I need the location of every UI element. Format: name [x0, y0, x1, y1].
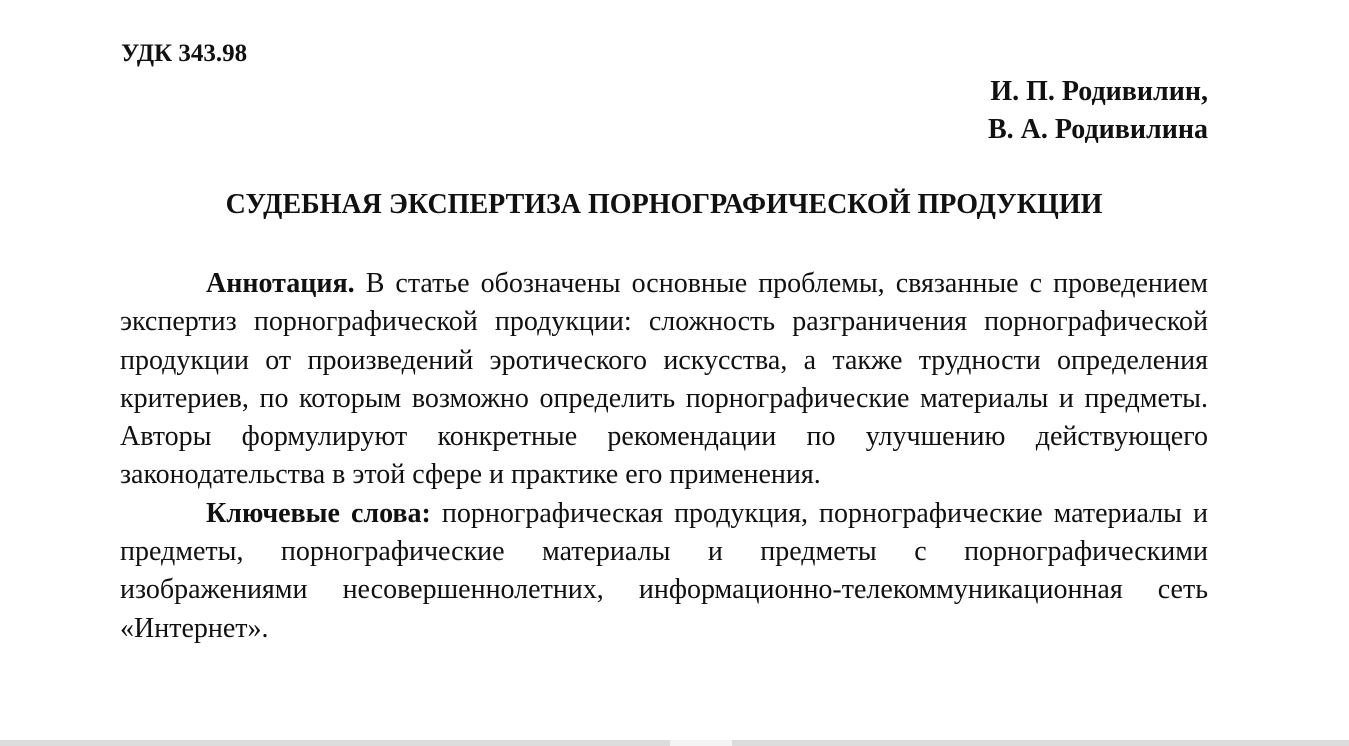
udk-code: УДК 343.98	[121, 40, 248, 67]
keywords-text: порнографическая продукция, порнографические материалы и предметы, порнографические материалы и предметы с порнографическими изображениями несовершеннолетних, информационно-телекоммуникационная сеть «Интернет».	[120, 497, 1209, 644]
article-title: СУДЕБНАЯ ЭКСПЕРТИЗА ПОРНОГРАФИЧЕСКОЙ ПРОДУКЦИИ	[225, 189, 1103, 220]
authors-block	[988, 73, 1208, 149]
abstract-paragraph	[120, 265, 1208, 495]
keywords-label: Ключевые слова:	[206, 497, 431, 529]
abstract-label: Аннотация.	[206, 268, 355, 299]
article-body	[120, 265, 1208, 648]
keywords-paragraph	[120, 495, 1208, 648]
author-name: И. П. Родивилин,	[990, 76, 1208, 107]
horizontal-scrollbar[interactable]	[0, 740, 1349, 746]
scrollbar-thumb[interactable]	[670, 740, 732, 746]
abstract-text: В статье обозначены основные проблемы, связанные с проведением экспертиз порнографической продукции: сложность разграничения порнографической продукции от произведений эротического искусства, а также трудности определения критериев, по которым возможно определить порнографические материалы и предметы. Авторы формулируют конкретные рекомендации по улучшению действующего законодательства в этой сфере и практике его применения.	[120, 268, 1208, 491]
author-name: В. А. Родивилина	[987, 114, 1208, 145]
